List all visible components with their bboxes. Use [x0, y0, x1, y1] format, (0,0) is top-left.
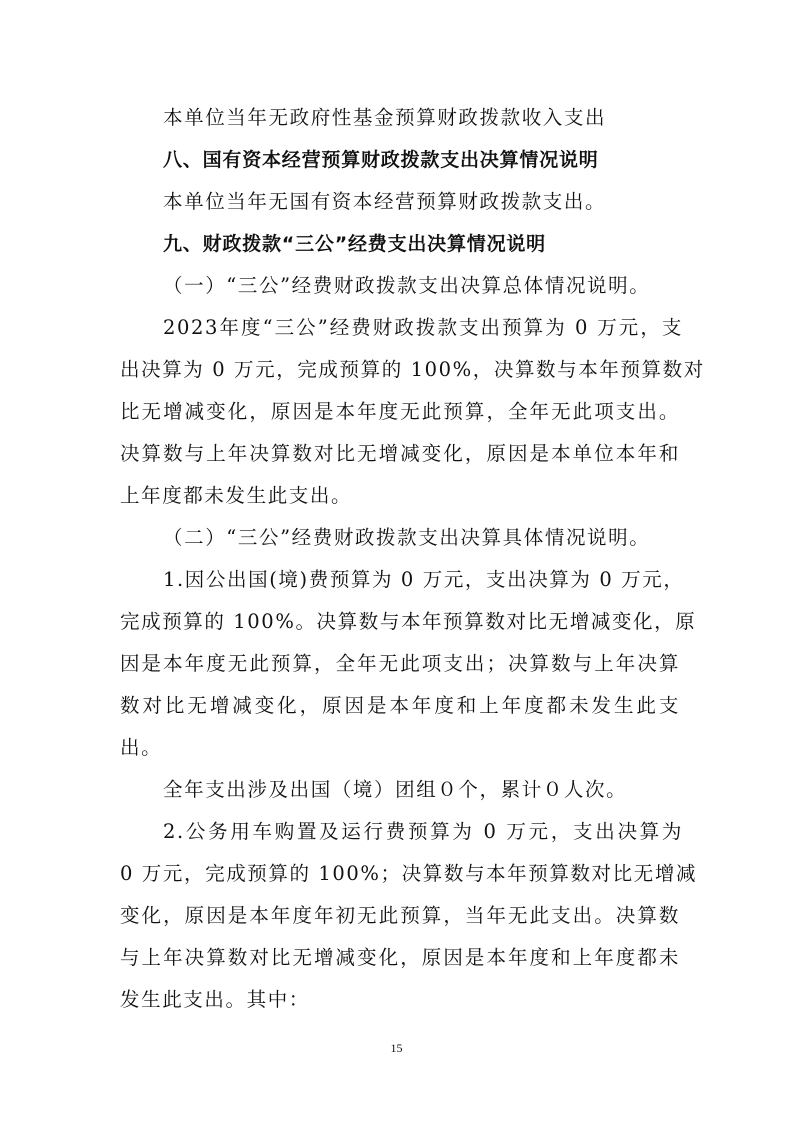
subsection-heading: （二）“三公”经费财政拨款支出决算具体情况说明。: [163, 526, 651, 549]
paragraph-line: 本单位当年无政府性基金预算财政拨款收入支出: [163, 106, 607, 129]
paragraph-line: 变化，原因是本年度年初无此预算，当年无此支出。决算数: [120, 904, 680, 927]
paragraph-line: 2.公务用车购置及运行费预算为 0 万元，支出决算为: [163, 820, 683, 843]
section-heading: 八、国有资本经营预算财政拨款支出决算情况说明: [163, 149, 599, 171]
paragraph-line: 完成预算的 100%。决算数与本年预算数对比无增减变化，原: [120, 610, 697, 633]
paragraph-line: 与上年决算数对比无增减变化，原因是本年度和上年度都未: [120, 946, 680, 969]
section-heading: 九、财政拨款“三公”经费支出决算情况说明: [163, 233, 546, 255]
paragraph-line: 数对比无增减变化，原因是本年度和上年度都未发生此支: [120, 694, 680, 717]
paragraph-line: 出。: [120, 736, 163, 759]
paragraph-line: 出决算为 0 万元，完成预算的 100%，决算数与本年预算数对: [120, 358, 705, 381]
page-number: 15: [390, 1041, 403, 1055]
paragraph-line: 本单位当年无国有资本经营预算财政拨款支出。: [163, 190, 607, 213]
paragraph-line: 1.因公出国(境)费预算为 0 万元，支出决算为 0 万元，: [163, 568, 685, 591]
paragraph-line: 上年度都未发生此支出。: [120, 484, 353, 507]
paragraph-line: 决算数与上年决算数对比无增减变化，原因是本单位本年和: [120, 442, 680, 465]
subsection-heading: （一）“三公”经费财政拨款支出决算总体情况说明。: [163, 274, 651, 297]
paragraph-line: 全年支出涉及出国（境）团组０个，累计０人次。: [163, 778, 628, 801]
paragraph-line: 发生此支出。其中：: [120, 988, 310, 1011]
paragraph-line: 0 万元，完成预算的 100%；决算数与本年预算数对比无增减: [120, 862, 698, 885]
paragraph-line: 2023年度“三公”经费财政拨款支出预算为 0 万元，支: [163, 316, 683, 339]
paragraph-line: 比无增减变化，原因是本年度无此预算，全年无此项支出。: [120, 400, 680, 423]
paragraph-line: 因是本年度无此预算，全年无此项支出；决算数与上年决算: [120, 652, 680, 675]
